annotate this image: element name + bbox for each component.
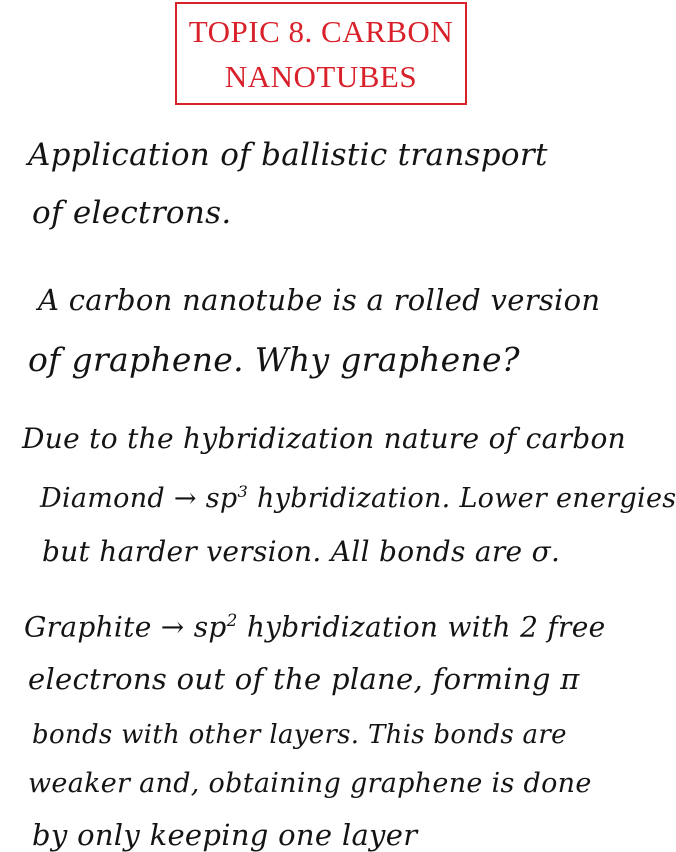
- note-line-11: weaker and, obtaining graphene is done: [28, 768, 592, 799]
- sp3-superscript: 3: [237, 482, 249, 501]
- topic-title-box: [175, 2, 467, 105]
- note-line-8-end: hybridization with 2 free: [237, 610, 606, 644]
- note-line-1: Application of ballistic transport: [28, 137, 548, 173]
- note-line-4: of graphene. Why graphene?: [28, 340, 520, 379]
- sp2-superscript: 2: [226, 610, 238, 630]
- note-line-8-start: Graphite → sp: [24, 610, 227, 644]
- note-line-12: by only keeping one layer: [32, 818, 418, 852]
- note-line-6-start: Diamond → sp: [40, 483, 238, 514]
- note-line-6-end: hybridization. Lower energies: [248, 483, 676, 514]
- topic-title-line-1: TOPIC 8. CARBON: [188, 14, 454, 49]
- note-line-5: Due to the hybridization nature of carbon: [22, 422, 627, 455]
- note-line-6: [40, 482, 676, 514]
- note-line-2: of electrons.: [32, 195, 232, 231]
- note-line-3: A carbon nanotube is a rolled version: [38, 283, 601, 317]
- note-line-8: [24, 610, 605, 643]
- note-line-10: bonds with other layers. This bonds are: [32, 720, 567, 750]
- note-line-9: electrons out of the plane, forming π: [28, 662, 580, 696]
- topic-title-line-2: NANOTUBES: [224, 59, 418, 94]
- note-line-7: but harder version. All bonds are σ.: [42, 535, 561, 568]
